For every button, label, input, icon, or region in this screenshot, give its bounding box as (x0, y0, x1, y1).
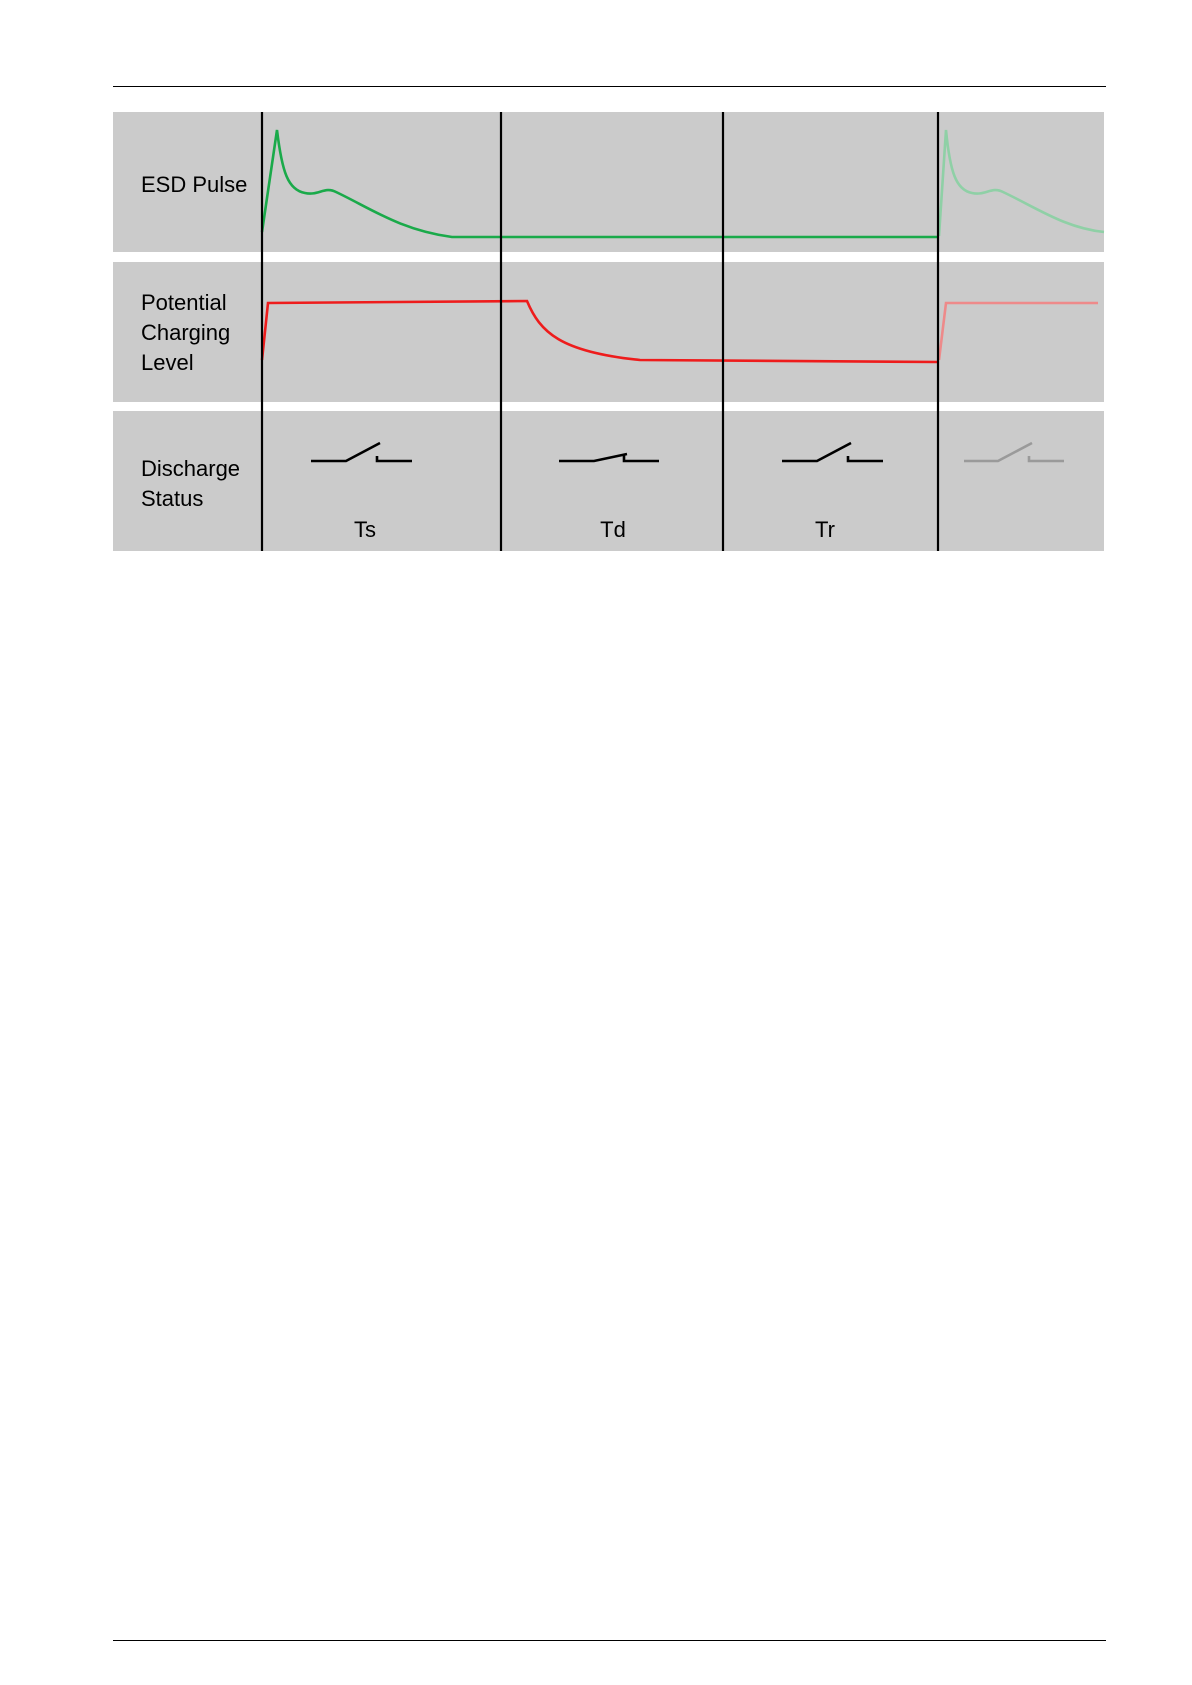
esd-pulse-label (141, 172, 247, 197)
period-label-ts: Ts (354, 517, 376, 542)
esd-pulse-label-line: ESD Pulse (141, 172, 248, 197)
period-label-td: Td (600, 517, 626, 542)
charging-level-label-line: Level (141, 350, 194, 375)
footer-rule (113, 1640, 1106, 1641)
charging-level-label-line: Potential (141, 290, 227, 315)
discharge-status-label-line: Discharge (141, 456, 241, 481)
discharge-status-label-line: Status (141, 486, 204, 511)
period-label-tr: Tr (815, 517, 835, 542)
charging-level-label-line: Charging (141, 320, 231, 345)
